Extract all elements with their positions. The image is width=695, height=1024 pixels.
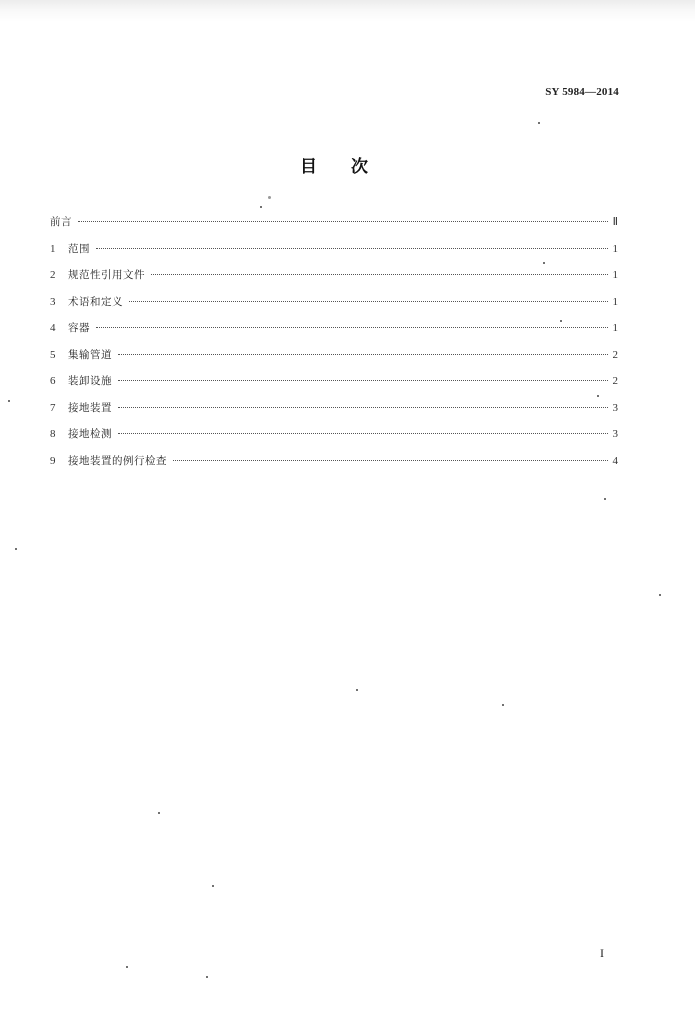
toc-entry-7[interactable] bbox=[50, 400, 618, 427]
toc-entry-page: 2 bbox=[612, 348, 618, 361]
scan-speck bbox=[560, 320, 562, 322]
toc-entry-number: 7 bbox=[50, 401, 56, 414]
toc-entry-9[interactable] bbox=[50, 453, 618, 480]
toc-entry-3[interactable] bbox=[50, 294, 618, 321]
toc-leader-dots bbox=[173, 460, 608, 461]
page-title: 目次 bbox=[300, 157, 402, 177]
toc-entry-5[interactable] bbox=[50, 347, 618, 374]
toc-leader-dots bbox=[118, 407, 608, 408]
toc-entry-page: 4 bbox=[612, 454, 618, 467]
toc-entry-page: 3 bbox=[612, 401, 618, 414]
scan-speck bbox=[543, 262, 545, 264]
scan-speck bbox=[502, 704, 504, 706]
toc-entry-1[interactable] bbox=[50, 241, 618, 268]
toc-entry-6[interactable] bbox=[50, 373, 618, 400]
toc-entry-8[interactable] bbox=[50, 426, 618, 453]
toc-entry-page: 1 bbox=[612, 295, 618, 308]
scan-speck bbox=[15, 548, 17, 550]
toc-entry-label: 集输管道 bbox=[68, 348, 112, 361]
scan-speck bbox=[158, 812, 160, 814]
toc-entry-number: 4 bbox=[50, 322, 56, 334]
toc-entry-label: 装卸设施 bbox=[68, 375, 112, 387]
toc-entry-number: 1 bbox=[50, 242, 56, 255]
scan-speck bbox=[538, 122, 540, 124]
scan-speck bbox=[597, 395, 599, 397]
scan-speck bbox=[260, 206, 262, 208]
toc-entry-page: 3 bbox=[612, 428, 618, 440]
toc-entry-number: 5 bbox=[50, 348, 56, 361]
toc-entry-2[interactable] bbox=[50, 267, 618, 294]
scan-speck bbox=[126, 966, 128, 968]
toc-entry-label: 前言 bbox=[50, 216, 72, 228]
toc-entry-page: 2 bbox=[612, 375, 618, 387]
toc-entry-label: 接地装置 bbox=[68, 401, 112, 414]
page-number: I bbox=[600, 946, 604, 960]
toc-leader-dots bbox=[118, 433, 608, 434]
table-of-contents bbox=[50, 214, 618, 479]
toc-entry-page: 1 bbox=[612, 322, 618, 334]
scan-speck bbox=[206, 976, 208, 978]
toc-leader-dots bbox=[78, 221, 608, 222]
toc-entry-label: 容器 bbox=[68, 322, 90, 334]
toc-entry-label: 范围 bbox=[68, 242, 90, 255]
toc-entry-label: 接地装置的例行检查 bbox=[68, 454, 167, 467]
scan-speck bbox=[268, 196, 271, 199]
scan-speck bbox=[212, 885, 214, 887]
toc-entry-label: 术语和定义 bbox=[68, 295, 123, 308]
scan-speck bbox=[8, 400, 10, 402]
toc-entry-number: 6 bbox=[50, 375, 56, 387]
toc-entry-4[interactable] bbox=[50, 320, 618, 347]
toc-entry-number: 8 bbox=[50, 428, 56, 440]
standard-code: SY 5984—2014 bbox=[545, 86, 619, 98]
toc-entry-number: 2 bbox=[50, 269, 56, 281]
toc-entry-page: Ⅱ bbox=[612, 216, 618, 228]
toc-leader-dots bbox=[129, 301, 608, 302]
toc-leader-dots bbox=[118, 354, 608, 355]
scan-speck bbox=[604, 498, 606, 500]
toc-leader-dots bbox=[118, 380, 608, 381]
toc-leader-dots bbox=[151, 274, 608, 275]
scan-speck bbox=[659, 594, 661, 596]
toc-entry-page: 1 bbox=[612, 242, 618, 255]
toc-entry-number: 9 bbox=[50, 454, 56, 467]
toc-entry-label: 接地检测 bbox=[68, 428, 112, 440]
toc-leader-dots bbox=[96, 248, 608, 249]
toc-entry-label: 规范性引用文件 bbox=[68, 269, 145, 281]
scan-speck bbox=[356, 689, 358, 691]
toc-entry-foreword[interactable] bbox=[50, 214, 618, 241]
toc-entry-page: 1 bbox=[612, 269, 618, 281]
toc-leader-dots bbox=[96, 327, 608, 328]
toc-entry-number: 3 bbox=[50, 295, 56, 308]
